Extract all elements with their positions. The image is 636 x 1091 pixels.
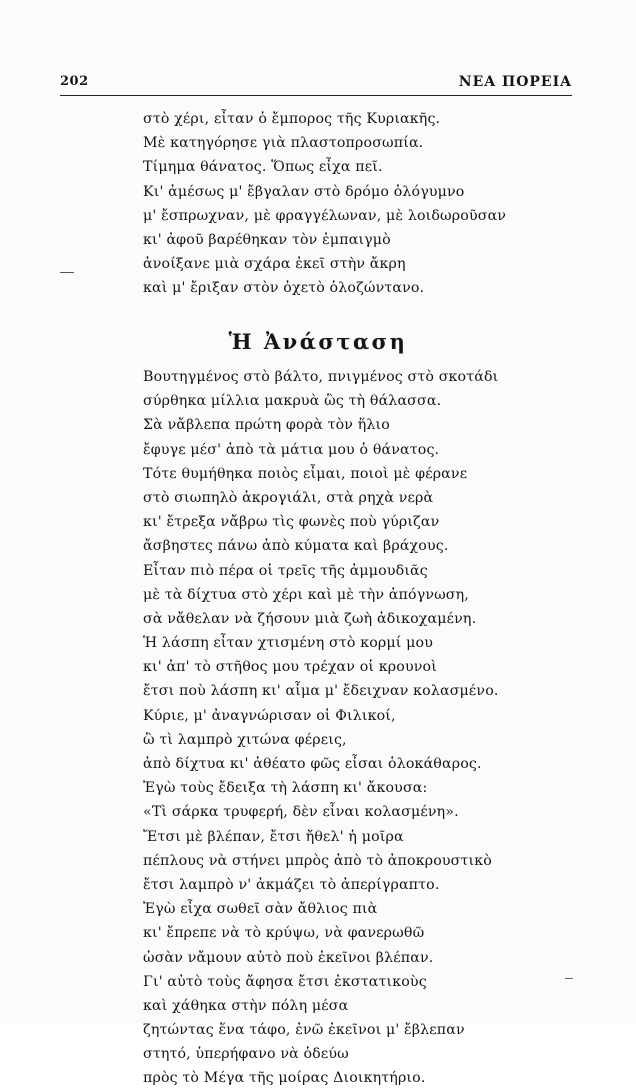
running-title: ΝΕΑ ΠΟΡΕΙΑ xyxy=(458,74,572,90)
header-rule xyxy=(60,95,572,96)
verse-line: Ἐγὼ εἶχα σωθεῖ σὰν ἄθλιος πιὰ xyxy=(143,901,378,918)
verse-line: σύρθηκα μίλλια μακρυὰ ὣς τὴ θάλασσα. xyxy=(143,393,442,410)
verse-line: Βουτηγμένος στὸ βάλτο, πνιγμένος στὸ σκοτάδι xyxy=(143,369,499,385)
verse-line: ὢ τὶ λαμπρὸ χιτώνα φέρεις, xyxy=(143,731,347,748)
verse-line: καὶ χάθηκα στὴν πόλη μέσα xyxy=(143,997,349,1014)
verse-line: ἔτσι λαμπρὸ ν' ἀκμάζει τὸ ἀπερίγραπτο. xyxy=(143,876,440,893)
verse-line: σὰ νἄθελαν νὰ ζήσουν μιὰ ζωὴ ἀδικοχαμένη. xyxy=(143,610,477,627)
verse-line: Κύριε, μ' ἀναγνώρισαν οἱ Φιλικοί, xyxy=(143,707,396,724)
section-title: Ἡ Ἀνάσταση xyxy=(228,329,408,355)
verse-line: Γι' αὐτὸ τοὺς ἄφησα ἔτσι ἐκστατικοὺς xyxy=(143,973,427,990)
verse-line: «Τὶ σάρκα τρυφερή, δὲν εἶναι κολασμένη». xyxy=(143,804,459,821)
verse-line: κι' ἔτρεξα νἄβρω τὶς φωνὲς ποὺ γύριζαν xyxy=(143,514,440,531)
poem-part-1 xyxy=(143,107,506,301)
verse-line: πέπλους νὰ στήνει μπρὸς ἀπὸ τὸ ἀποκρουστικὸ xyxy=(143,852,492,869)
verse-line: Ἡ λάσπη εἶταν χτισμένη στὸ κορμί μου xyxy=(143,635,433,652)
verse-line: στὸ χέρι, εἶταν ὁ ἔμπορος τῆς Κυριακῆς. xyxy=(143,111,441,127)
verse-line: κι' ἀφοῦ βαρέθηκαν τὸν ἐμπαιγμὸ xyxy=(143,231,391,248)
page-header xyxy=(60,74,572,96)
verse-line: Ἔτσι μὲ βλέπαν, ἔτσι ἤθελ' ἡ μοῖρα xyxy=(143,828,404,845)
verse-line: κι' ἀπ' τὸ στῆθος μου τρέχαν οἱ κρουνοὶ xyxy=(143,659,437,676)
verse-line: ζητώντας ἕνα τάφο, ἐνῶ ἐκεῖνοι μ' ἔβλεπαν xyxy=(143,1022,465,1039)
verse-line: Κι' ἀμέσως μ' ἔβγαλαν στὸ δρόμο ὁλόγυμνο xyxy=(143,183,465,200)
verse-line: στητό, ὑπερήφανο νὰ ὁδεύω xyxy=(143,1046,349,1063)
verse-line: πρὸς τὸ Μέγα τῆς μοίρας Διοικητήριο. xyxy=(143,1070,426,1087)
verse-line: μὲ τὰ δίχτυα στὸ χέρι καὶ μὲ τὴν ἀπόγνωση, xyxy=(143,586,469,603)
verse-line: ἀπὸ δίχτυα κι' ἀθέατο φῶς εἶσαι ὁλοκάθαρος. xyxy=(143,756,482,772)
verse-line: Μὲ κατηγόρησε γιὰ πλαστοπροσωπία. xyxy=(143,135,424,152)
margin-mark xyxy=(60,272,74,273)
verse-line: μ' ἔσπρωχναν, μὲ φραγγέλωναν, μὲ λοιδωροῦσαν xyxy=(143,207,507,224)
verse-line: ἀνοίξανε μιὰ σχάρα ἐκεῖ στὴν ἄκρη xyxy=(143,256,406,273)
verse-line: Ἐγὼ τοὺς ἔδειξα τὴ λάσπη κι' ἄκουσα: xyxy=(143,780,428,797)
verse-line: ἔφυγε μέσ' ἀπὸ τὰ μάτια μου ὁ θάνατος. xyxy=(143,441,440,458)
verse-line: Σὰ νἄβλεπα πρώτη φορὰ τὸν ἥλιο xyxy=(143,417,390,434)
verse-line: ὡσὰν νἄμουν αὐτὸ ποὺ ἐκεῖνοι βλέπαν. xyxy=(143,949,434,966)
margin-mark xyxy=(565,978,573,979)
verse-line: στὸ σιωπηλὸ ἀκρογιάλι, στὰ ρηχὰ νερὰ xyxy=(143,489,434,506)
poem-part-2 xyxy=(143,365,499,1091)
verse-line: Τίμημα θάνατος. Ὅπως εἶχα πεῖ. xyxy=(143,159,383,176)
verse-line: καὶ μ' ἔριξαν στὸν ὀχετὸ ὁλοζώντανο. xyxy=(143,280,425,297)
verse-line: ἔτσι ποὺ λάσπη κι' αἷμα μ' ἔδειχναν κολασμένο. xyxy=(143,683,499,700)
page-number: 202 xyxy=(60,74,89,89)
verse-line: κι' ἔπρεπε νὰ τὸ κρύψω, νὰ φανερωθῶ xyxy=(143,925,425,942)
verse-line: Τότε θυμήθηκα ποιὸς εἶμαι, ποιοὶ μὲ φέρανε xyxy=(143,465,468,482)
verse-line: Εἶταν πιὸ πέρα οἱ τρεῖς τῆς ἀμμουδιᾶς xyxy=(143,562,428,579)
verse-line: ἄσβηστες πάνω ἀπὸ κύματα καὶ βράχους. xyxy=(143,538,449,555)
